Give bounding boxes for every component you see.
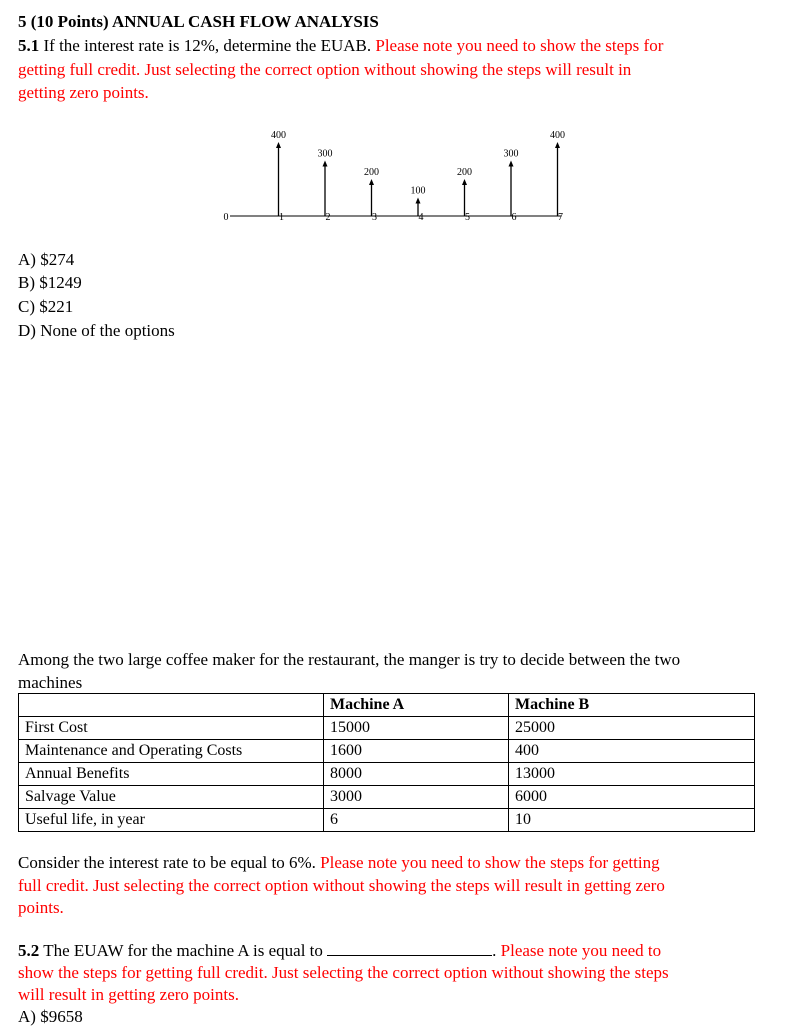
machine-b-value: 400 — [509, 740, 755, 763]
header-cell-empty — [19, 694, 324, 717]
machine-a-value: 6 — [324, 809, 509, 832]
cash-flow-value-label: 200 — [457, 167, 472, 178]
intro-line-1: Among the two large coffee maker for the restaurant, the manger is try to decide between the two — [18, 650, 681, 669]
machine-b-value: 6000 — [509, 786, 755, 809]
row-label: First Cost — [19, 717, 324, 740]
table-row — [19, 740, 755, 763]
q52-note-line-3: will result in getting zero points. — [18, 985, 239, 1004]
row-label: Salvage Value — [19, 786, 324, 809]
cash-flow-value-label: 400 — [271, 130, 286, 141]
section-title: 5 (10 Points) ANNUAL CASH FLOW ANALYSIS — [18, 12, 379, 31]
arrow-head — [462, 179, 467, 185]
arrow-head — [369, 179, 374, 185]
table-row — [19, 786, 755, 809]
year-label: 7 — [558, 212, 563, 223]
cash-flow-value-label: 200 — [364, 167, 379, 178]
machine-b-value: 13000 — [509, 763, 755, 786]
interest-rate-statement: Consider the interest rate to be equal to 6%. — [18, 853, 321, 872]
cash-flow-value-label: 400 — [550, 130, 565, 141]
cash-flow-value-label: 100 — [410, 185, 426, 197]
blank-period: . — [492, 941, 501, 960]
arrow-head — [276, 142, 281, 148]
year-label: 6 — [511, 212, 517, 223]
consider-line-2: full credit. Just selecting the correct option without showing the steps will result in getting zero — [18, 876, 665, 895]
option-a[interactable]: A) $274 — [18, 250, 75, 269]
table-row — [19, 763, 755, 786]
question-text: If the interest rate is 12%, determine the EUAB. — [39, 36, 376, 55]
machine-a-value: 8000 — [324, 763, 509, 786]
row-label: Useful life, in year — [19, 809, 324, 832]
arrow-head — [323, 161, 328, 167]
option-d[interactable]: D) None of the options — [18, 321, 175, 340]
credit-note-line-3: getting zero points. — [18, 83, 149, 102]
machine-b-value: 25000 — [509, 717, 755, 740]
machine-comparison-table — [18, 693, 755, 832]
year-label: 5 — [465, 212, 470, 223]
machine-a-value: 15000 — [324, 717, 509, 740]
year-label: 4 — [418, 212, 424, 223]
table-header-row — [19, 694, 755, 717]
header-machine-b: Machine B — [509, 694, 755, 717]
year-label: 3 — [372, 212, 377, 223]
answer-blank[interactable] — [327, 939, 492, 956]
credit-note: Please note you need to — [500, 941, 662, 960]
consider-line-3: points. — [18, 898, 64, 917]
question-text: The EUAW for the machine A is equal to — [39, 941, 328, 960]
year-label: 0 — [223, 212, 229, 223]
question-number: 5.2 — [18, 941, 40, 960]
row-label: Maintenance and Operating Costs — [19, 740, 324, 763]
option-b[interactable]: B) $1249 — [18, 273, 82, 292]
credit-note: Please note you need to show the steps for getting — [320, 853, 660, 872]
row-label: Annual Benefits — [19, 763, 324, 786]
year-label: 1 — [279, 212, 284, 223]
credit-note-line-2: getting full credit. Just selecting the correct option without showing the steps will result in — [18, 60, 632, 79]
intro-line-2: machines — [18, 673, 83, 692]
consider-line-1 — [18, 851, 660, 874]
cash-flow-value-label: 300 — [317, 148, 333, 160]
q52-note-line-2: show the steps for getting full credit. Just selecting the correct option without showing the steps — [18, 963, 669, 982]
cash-flow-diagram — [220, 122, 565, 232]
arrow-head — [416, 198, 421, 204]
cash-flow-value-label: 300 — [503, 148, 519, 160]
table-row — [19, 809, 755, 832]
option-c[interactable]: C) $221 — [18, 297, 74, 316]
question-number: 5.1 — [18, 36, 40, 55]
arrow-head — [509, 161, 514, 167]
year-label: 2 — [325, 212, 331, 223]
machine-b-value: 10 — [509, 809, 755, 832]
question-5-2-prompt — [18, 939, 661, 962]
arrow-head — [555, 142, 560, 148]
machine-a-value: 3000 — [324, 786, 509, 809]
credit-note: Please note you need to show the steps for — [375, 36, 664, 55]
question-5-1-prompt — [18, 34, 663, 57]
table-row — [19, 717, 755, 740]
header-machine-a: Machine A — [324, 694, 509, 717]
machine-a-value: 1600 — [324, 740, 509, 763]
q52-option-a[interactable]: A) $9658 — [18, 1007, 83, 1026]
